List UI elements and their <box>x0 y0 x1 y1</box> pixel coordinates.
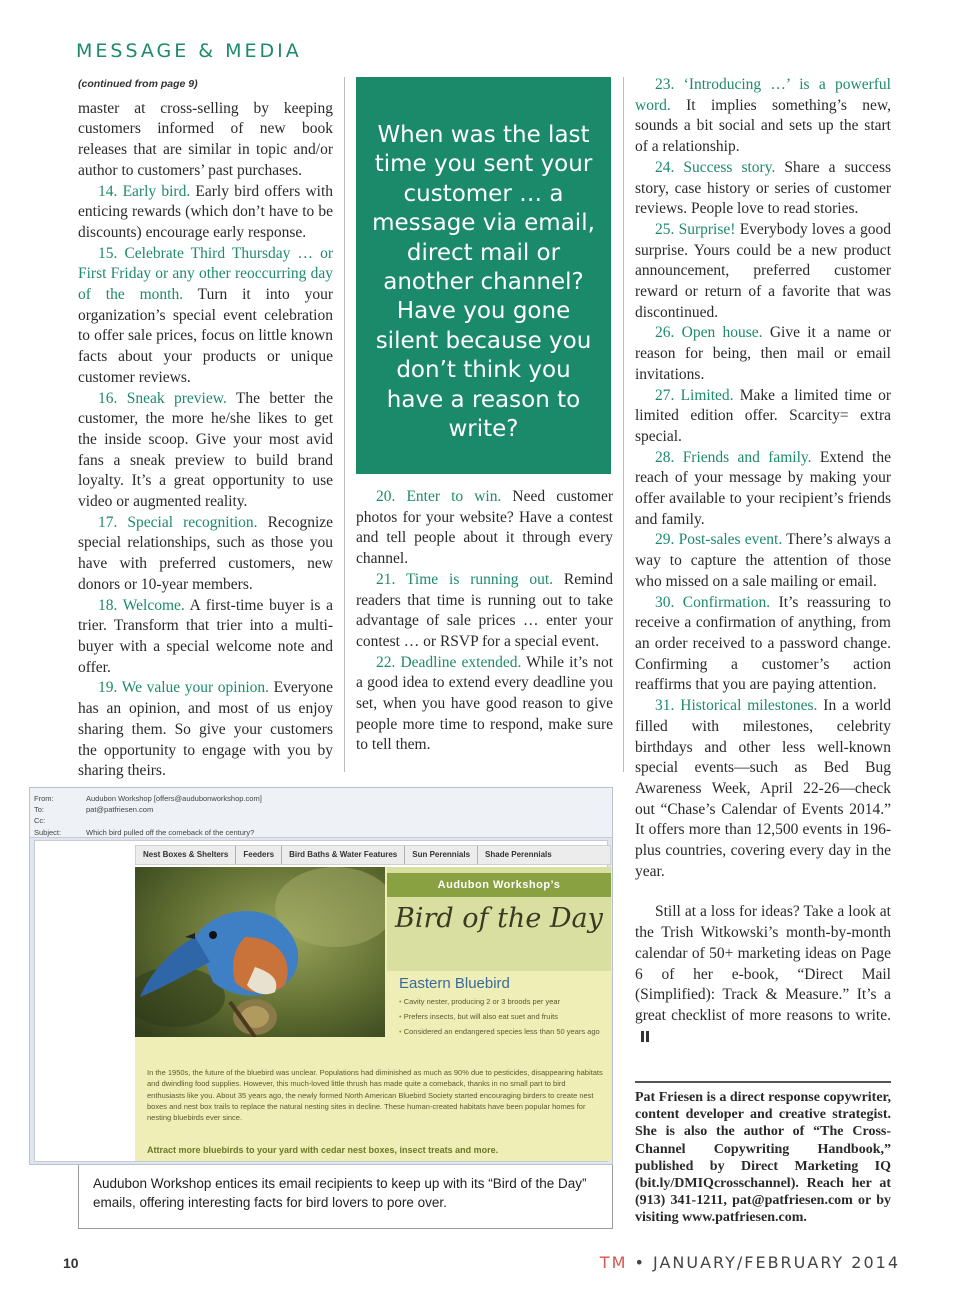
closing-text: Still at a loss for ideas? Take a look at the Trish Witkowski’s month-by-month calendar of 50+ marketing ideas on Page 6 of her e-book, “Direct Mail (Simplified): Track & Measure.” It’s a great checklist of more reasons to write. <box>635 903 891 1024</box>
from-row <box>34 794 262 803</box>
nav-link[interactable]: Feeders <box>236 846 282 864</box>
list-item <box>635 530 891 592</box>
list-item <box>356 487 613 570</box>
brand-panel <box>387 867 611 971</box>
item-body: Share a success story, case history or series of customer reviews. People love to read stories. <box>635 158 892 218</box>
closing-paragraph <box>635 902 891 1047</box>
item-heading: 21. Time is running out. <box>376 570 554 588</box>
nav-link[interactable]: Nest Boxes & Shelters <box>136 846 236 864</box>
subject-label: Subject: <box>34 828 62 837</box>
email-screenshot <box>29 787 613 1165</box>
footer-separator: • <box>634 1253 646 1272</box>
brand-name: Audubon Workshop’s <box>387 873 611 897</box>
to-row <box>34 805 153 814</box>
list-item <box>356 570 613 653</box>
item-body: The better the customer, the more he/she likes to get the inside scoop. Give your most avid fans a sneak preview to build brand loyalty. It’s a great opportunity to use video or augmented reality. <box>78 389 333 511</box>
email-body <box>34 840 608 1162</box>
item-body: Give it a name or reason for being, then mail or email invitations. <box>635 324 891 383</box>
issue-footer <box>600 1253 900 1272</box>
bluebird-illustration-icon <box>135 867 385 1037</box>
item-heading: 30. Confirmation. <box>655 593 771 611</box>
subject-value: Which bird pulled off the comeback of the century? <box>86 828 255 837</box>
species-story: In the 1950s, the future of the bluebird was unclear. Populations had diminished as much as 90% due to pesticides, disappearing habitats and dwindling food supplies. However, this much-loved little thrush has made quite a comeback, thanks in no small part to bird enthusiasts like you. About 35 years ago, the newly formed North American Bluebird Society started encouraging birders to create nest boxes and nest box trails to replace the natural nesting sites in decline. These human-created habitats have been popular homes for nesting bluebirds ever since. <box>147 1068 603 1123</box>
item-heading: 24. Success story. <box>655 158 776 176</box>
fact-item: • Cavity nester, producing 2 or 3 broods per year <box>399 997 607 1007</box>
item-heading: 31. Historical milestones. <box>655 697 818 715</box>
col1-intro: master at cross-selling by keeping customers informed of new book releases that are similar in topic and/or author to customers’ past purchases. <box>78 99 333 179</box>
item-body: Remind readers that time is running out to take advantage of sale prices … enter your contest … or RSVP for a special event. <box>356 570 614 650</box>
item-heading: 27. Limited. <box>655 386 734 404</box>
to-value: pat@patfriesen.com <box>86 805 154 814</box>
item-heading: 23. ‘Introducing …’ is a powerful word. <box>635 76 891 114</box>
list-item <box>78 389 333 513</box>
item-body: Recognize special relationships, such as those you have with preferred customers, new donors or 10-year members. <box>78 513 334 593</box>
section-title: MESSAGE & MEDIA <box>76 40 302 62</box>
nav-link[interactable]: Sun Perennials <box>405 846 478 864</box>
list-item <box>635 696 891 882</box>
figure-caption: Audubon Workshop entices its email recipients to keep up with its “Bird of the Day” emails, offering interesting facts for bird lovers to pore over. <box>78 1165 613 1229</box>
item-heading: 20. Enter to win. <box>376 488 502 505</box>
item-heading: 25. Surprise! <box>655 220 736 238</box>
list-item <box>78 513 333 596</box>
column-3 <box>635 75 891 1047</box>
item-body: Extend the reach of your message by making your offer available to your recipient’s friends and family. <box>635 448 891 528</box>
item-heading: 22. Deadline extended. <box>376 653 522 671</box>
item-heading: 17. Special recognition. <box>98 513 258 531</box>
list-item <box>635 593 891 697</box>
item-body: There’s always a way to capture the attention of those who missed on a sale mailing or email. <box>635 531 891 590</box>
item-heading: 14. Early bird. <box>98 182 191 200</box>
continued-note: (continued from page 9) <box>78 78 198 90</box>
list-item <box>78 678 333 782</box>
email-nav <box>135 845 611 865</box>
item-heading: 19. We value your opinion. <box>98 679 270 697</box>
item-body: A first-time buyer is a trier. Transform that trier into a multi-buyer with a special welcome note and offer. <box>78 596 333 676</box>
item-body: It’s reassuring to receive a confirmation of anything, from an order received to a password change. Confirming a customer’s action reaffirms that you are paying attention. <box>635 593 891 694</box>
newsletter <box>135 867 611 1161</box>
item-body: Early bird offers with enticing rewards (which don’t have to be discounts) encourage early response. <box>78 182 333 241</box>
item-body: Make a limited time or limited edition offer. Scarcity= extra special. <box>635 386 891 445</box>
column-rule <box>623 77 624 772</box>
list-item <box>635 323 891 385</box>
item-body: Turn it into your organization’s special event celebration to offer sale prices, focus on little known facts about your products or unique customer reviews. <box>78 286 333 386</box>
magazine-name: TM <box>599 1253 628 1272</box>
item-body: While it’s not a good idea to extend every deadline you set, when you have good reason to give people more time to respond, make sure to tell them. <box>356 653 613 754</box>
list-item <box>78 182 333 244</box>
column-1 <box>78 74 333 782</box>
end-mark-icon <box>641 1031 649 1042</box>
list-item <box>635 220 891 324</box>
email-cta-link[interactable]: Attract more bluebirds to your yard with cedar nest boxes, insect treats and more. <box>147 1145 499 1155</box>
item-body: In a world filled with milestones, celebrity birthdays and other less well-known special events—such as Bed Bug Awareness Week, April 22-26—check out “Chase’s Calendar of Events 2014.” It offers more than 12,500 events in 196-plus countries, covering every day in the year. <box>635 697 891 880</box>
fact-item: • Prefers insects, but will also eat suet and fruits <box>399 1012 607 1022</box>
pull-quote: When was the last time you sent your customer … a message via email, direct mail or another channel? Have you gone silent because you don’t think you have a reason to write? <box>356 77 611 474</box>
cc-row <box>34 816 86 825</box>
author-bio: Pat Friesen is a direct response copywriter, content developer and creative strategist. She is also the author of “The Cross-Channel Copywriting Handbook,” published by Direct Marketing IQ (bit.ly/DMIQcrosschannel). Reach her at (913) 341-1211, pat@patfriesen.com or by visiting www.patfriesen.com. <box>635 1081 891 1227</box>
item-heading: 28. Friends and family. <box>655 448 812 466</box>
issue-date: JANUARY/FEBRUARY 2014 <box>653 1253 900 1272</box>
nav-link[interactable]: Bird Baths & Water Features <box>282 846 405 864</box>
from-label: From: <box>34 794 54 803</box>
email-header <box>30 788 612 838</box>
from-value: Audubon Workshop [offers@audubonworkshop.com] <box>86 794 262 803</box>
item-body: Everyone has an opinion, and most of us enjoy sharing them. So give your customers the opportunity to engage with you by sharing theirs. <box>78 679 334 780</box>
species-facts <box>399 997 607 1042</box>
to-label: To: <box>34 805 45 814</box>
brand-script-title: Bird of the Day <box>395 903 603 934</box>
page-number: 10 <box>63 1255 79 1271</box>
item-heading: 18. Welcome. <box>98 596 185 614</box>
list-item <box>356 653 613 757</box>
item-heading: 29. Post-sales event. <box>655 531 783 549</box>
list-item <box>635 158 891 220</box>
item-body: It implies something’s new, sounds a bit social and sets up the start of a relationship. <box>635 96 892 156</box>
fact-item: • Considered an endangered species less than 50 years ago <box>399 1027 607 1037</box>
item-heading: 15. Celebrate Third Thursday … or First Friday or any other reoccurring day of the month. <box>78 244 333 304</box>
item-heading: 26. Open house. <box>655 324 763 342</box>
item-body: Need customer photos for your website? Have a contest and tell people about it through every channel. <box>356 488 614 568</box>
list-item <box>78 596 333 679</box>
list-item <box>635 75 891 158</box>
list-item <box>635 386 891 448</box>
species-name: Eastern Bluebird <box>399 975 510 992</box>
column-rule <box>344 77 345 772</box>
cc-label: Cc: <box>34 816 46 825</box>
nav-link[interactable]: Shade Perennials <box>485 850 552 859</box>
subject-row <box>34 828 254 837</box>
list-item <box>78 244 333 389</box>
list-item <box>635 448 891 531</box>
item-body: Everybody loves a good surprise. Yours could be a new product announcement, preferred customer reward or return of a favorite that was discontinued. <box>635 220 892 321</box>
bluebird-photo <box>135 867 385 1037</box>
item-heading: 16. Sneak preview. <box>98 389 227 407</box>
column-2 <box>356 487 613 756</box>
